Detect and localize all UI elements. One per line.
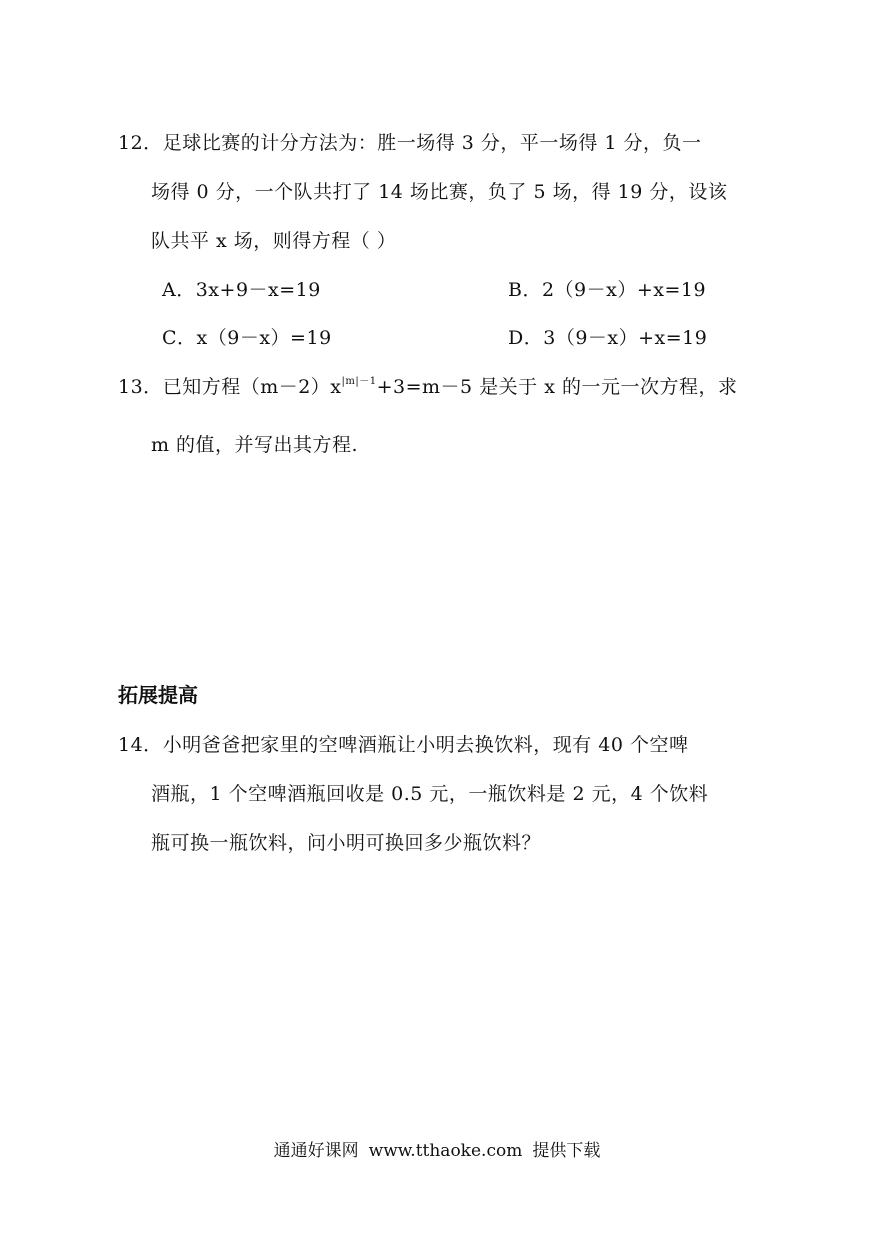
q14-text-1: 小明爸爸把家里的空啤酒瓶让小明去换饮料，现有 40 个空啤 (162, 734, 689, 756)
q13-line-2: m 的值，并写出其方程. (151, 434, 359, 456)
section-heading: 拓展提高 (118, 683, 198, 707)
q14-line-3: 瓶可换一瓶饮料，问小明可换回多少瓶饮料？ (151, 832, 542, 854)
footer-tagline: 提供下载 (532, 1141, 601, 1161)
q12-number: 12． (118, 132, 163, 154)
footer-site-name: 通通好课网 (273, 1141, 359, 1161)
q12-line-2: 场得 0 分，一个队共打了 14 场比赛，负了 5 场，得 19 分，设该 (151, 181, 728, 203)
q12-option-a: A．3x+9－x=19 (162, 279, 321, 301)
page-footer (0, 1140, 874, 1162)
q13-text-after: +3=m－5 是关于 x 的一元一次方程，求 (376, 376, 738, 398)
q12-option-d: D．3（9－x）+x=19 (508, 327, 708, 349)
q12-text-1: 足球比赛的计分方法为：胜一场得 3 分，平一场得 1 分，负一 (162, 132, 702, 154)
q12-option-c: C．x（9－x）=19 (162, 327, 332, 349)
q14-number: 14． (118, 734, 163, 756)
q12-line-1 (118, 131, 702, 155)
q13-number: 13． (118, 376, 163, 398)
q13-line-1 (118, 375, 737, 399)
footer-url[interactable]: www.tthaoke.com (368, 1141, 523, 1161)
q14-line-2: 酒瓶，1 个空啤酒瓶回收是 0.5 元，一瓶饮料是 2 元，4 个饮料 (151, 783, 709, 805)
q12-line-3: 队共平 x 场，则得方程（ ） (151, 230, 397, 252)
q14-line-1 (118, 733, 688, 757)
q13-text-before: 已知方程（m－2）x (162, 376, 342, 398)
q13-exponent: |m|－1 (341, 376, 377, 387)
q12-option-b: B．2（9－x）+x=19 (508, 279, 707, 301)
